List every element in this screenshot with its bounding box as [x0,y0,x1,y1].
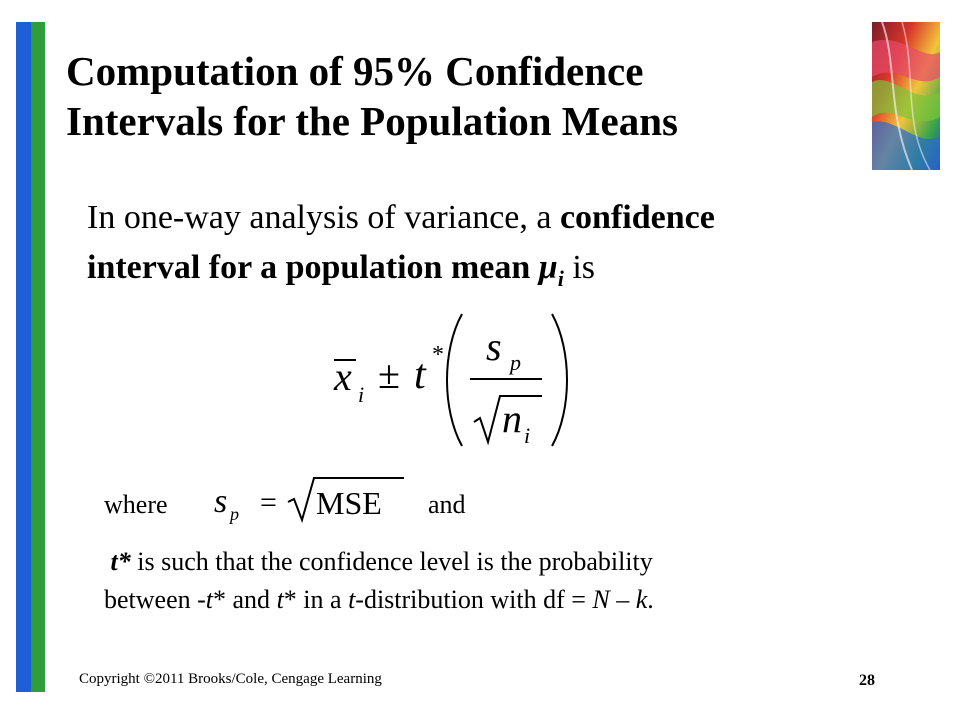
formula-left-paren [447,314,462,446]
formula-star: * [432,342,444,368]
formula-numerator-s: s [486,324,502,369]
intro-bold-interval: interval for a population mean [87,249,539,286]
formula-denominator-sub: i [524,423,531,448]
intro-text [87,193,887,304]
t2-k: k [635,585,648,614]
intro-line-2 [87,243,887,304]
t2-f: . [647,585,654,614]
tstar-line-2 [104,581,864,619]
t2-a: between - [104,585,206,614]
t2-e: – [609,585,636,614]
sp-sub: p [230,504,239,524]
page-number: 28 [859,672,875,689]
slide-title [66,46,826,146]
formula-xbar-sub: i [358,382,365,407]
mse-text: MSE [316,485,382,521]
tstar-description [104,543,864,619]
t2-t3: t [348,585,356,614]
formula-numerator-sub: p [510,350,521,375]
title-line-2: Intervals for the Population Means [66,98,678,144]
sp-equals-sqrt-mse-formula [214,472,414,532]
formula-denominator-n: n [502,396,522,441]
mu-symbol: μ [538,249,558,286]
t2-c: * in a [283,585,349,614]
confidence-interval-formula [330,300,580,460]
t2-t2: t [276,585,284,614]
intro-bold-confidence: confidence [559,199,715,236]
sp-s: s [214,483,228,520]
t2-b: * and [213,585,277,614]
tstar-line1-rest: is such that the confidence level is the probability [130,547,653,576]
left-accent-bar-green [31,22,45,692]
t2-t1: t [205,585,214,614]
tstar-line-1 [104,543,864,581]
formula-right-paren [552,314,567,446]
formula-t: t [414,352,426,398]
formula-xbar: x [334,354,352,399]
intro-is: is [563,249,596,286]
copyright-footer: Copyright ©2011 Brooks/Cole, Cengage Learning [79,671,382,687]
intro-line-1 [87,193,887,243]
decorative-swirl-logo [872,22,940,170]
intro-plain: In one-way analysis of variance, a [87,199,560,236]
and-label: and [428,490,466,519]
mu-subscript: i [557,265,564,291]
where-row [104,478,564,538]
tstar-lead: t* [110,547,131,576]
formula-plus-minus: ± [378,352,400,397]
where-label: where [104,490,168,519]
t2-d: -distribution with df = [355,585,593,614]
left-accent-bar-blue [16,22,31,692]
title-line-1: Computation of 95% Confidence [66,48,644,94]
equals-sign: = [260,486,277,519]
t2-N: N [592,585,610,614]
